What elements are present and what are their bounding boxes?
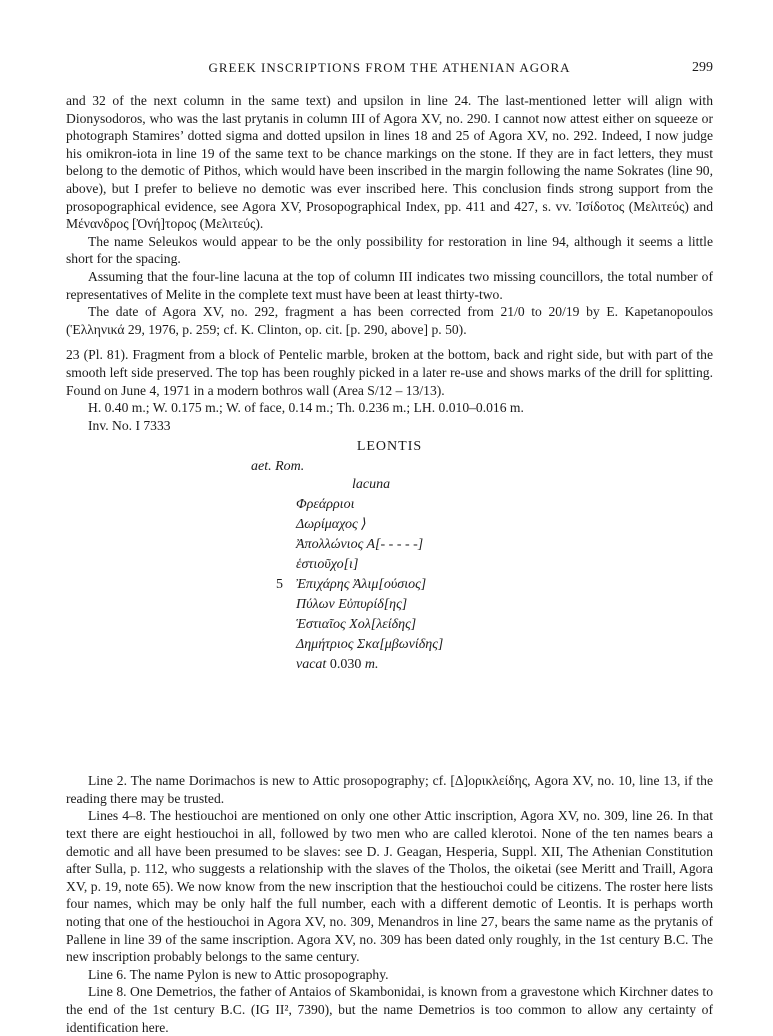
inscription-line — [296, 534, 443, 554]
paragraph: The name Seleukos would appear to be the only possibility for restoration in line 94, although it seems a little short for the spacing. — [66, 233, 713, 267]
line-text: Φρεάρριοι — [296, 497, 355, 513]
inscription-line — [296, 554, 443, 574]
commentary-paragraph: Line 6. The name Pylon is new to Attic prosopography. — [88, 966, 389, 982]
commentary-paragraph: Line 2. The name Dorimachos is new to Attic prosopography; cf. [Δ]ορικλείδης, Agora XV, no. 10, line 13, if the reading there may be trusted. — [66, 773, 713, 806]
body-text — [66, 92, 713, 1036]
commentary-paragraph: Lines 4–8. The hestiouchoi are mentioned on only one other Attic inscription, Agora XV, no. 309, line 26. In that text there are eight hestiouchoi in all, followed by two men who are called klerotoi. None of the ten names bears a demotic and all have been presumed to be slaves: see D. J. Geagan, Hesperia, Suppl. XII, The Athenian Constitution after Sulla, p. 112, who suggests a relationship with the slaves of the Tholos, the oiketai (see Meritt and Traill, Agora XV, p. 19, note 65). We now know from the new inscription that the hestiouchoi could be citizens. The roster here lists four names, which may be only half the full number, each with a different demotic of Leontis. It is perhaps worth noting that one of the hestiouchoi in Agora XV, no. 309, Menandros in line 27, bears the same name as the prytanis of Pallene in line 39 of the same inscription. Agora XV, no. 309 has been dated only roughly, in the 1st century B.C. The new inscription probably belongs to the same century. — [66, 808, 713, 965]
line-text: Πύλων Εὐπυρίδ[ης] — [296, 597, 408, 613]
page-number: 299 — [692, 60, 713, 75]
inscription-line — [296, 594, 443, 614]
paragraph: and 32 of the next column in the same text) and upsilon in line 24. The last-mentioned letter will align with Dionysodoros, who was the last prytanis in column III of Agora XV, no. 290. I cannot now attest either on squeeze or photograph Stamires’ dotted sigma and dotted upsilon in lines 18 and 25 of Agora XV, no. 292. Indeed, I now judge his omikron-iota in line 19 of the same text to be chance markings on the stone. If they are in fact letters, they must belong to the demotic of Pithos, which would have been inscribed in the margin following the name Sokrates (line 90, above), but I prefer to believe no demotic was ever inscribed here. This conclusion finds strong support from the prosopographical evidence, see Agora XV, Prosopographical Index, pp. 411 and 427, s. vv. Ἰσίδοτος (Μελιτεύς) and Μένανδρος [Ὀνή]τορος (Μελιτεύς). — [66, 93, 713, 232]
line-text: ἑστιοῦχο[ι] — [296, 557, 359, 573]
line-text: Δημήτριος Σκα[μβωνίδης] — [296, 637, 444, 653]
catalogue-entry-description: 23 (Pl. 81). Fragment from a block of Pentelic marble, broken at the bottom, back and right side, but with part of the smooth left side preserved. The top has been roughly picked in a later re-use and shows marks of the drill for splitting. Found on June 4, 1971 in a modern bothros wall (Area S/12 – 13/13). — [66, 347, 713, 398]
line-text: Ἀπολλώνιος Α[- - - - -] — [296, 537, 424, 553]
measurements: H. 0.40 m.; W. 0.175 m.; W. of face, 0.14 m.; Th. 0.236 m.; LH. 0.010–0.016 m. — [88, 400, 524, 416]
date-label: aet. Rom. — [251, 459, 305, 475]
line-number: 5 — [276, 577, 283, 593]
vacat-unit: m. — [364, 657, 379, 673]
inscription-line — [296, 614, 443, 634]
inventory-number: Inv. No. I 7333 — [88, 417, 171, 433]
inscription-line — [276, 574, 443, 594]
inscription-line — [296, 494, 443, 514]
inscription-line — [296, 514, 443, 534]
tribe-heading: LEONTIS — [356, 439, 423, 455]
line-text: Ἑστιαῖος Χολ[λείδης] — [296, 617, 417, 633]
vacat-label: vacat — [296, 657, 327, 673]
inscription-lines — [276, 494, 444, 674]
paragraph: The date of Agora XV, no. 292, fragment a has been corrected from 21/0 to 20/19 by E. Kapetanopoulos (Ἑλληνικά 29, 1976, p. 259; cf. K. Clinton, op. cit. [p. 290, above] p. 50). — [66, 304, 713, 337]
line-text: Ἐπιχάρης Ἀλιμ[ούσιος] — [296, 577, 427, 593]
inscription-line — [296, 634, 443, 654]
vacat-size: 0.030 — [329, 657, 362, 673]
inscription-text — [66, 436, 713, 772]
paragraph: Assuming that the four-line lacuna at the top of column III indicates two missing councillors, the total number of representatives of Melite in the complete text must have been at least thirty-two. — [66, 268, 713, 302]
vacat-line — [296, 654, 443, 674]
running-title: GREEK INSCRIPTIONS FROM THE ATHENIAN AGORA — [208, 60, 571, 75]
commentary-paragraph: Line 8. One Demetrios, the father of Antaios of Skambonidai, is known from a gravestone which Kirchner dates to the end of the 1st century B.C. (IG II², 7390), but the name Demetrios is too common to allow any certainty of identification here. — [66, 984, 713, 1035]
line-text: Δωρίμαχος ⟩ — [296, 517, 367, 533]
running-head — [66, 60, 713, 80]
lacuna-label: lacuna — [352, 477, 391, 493]
